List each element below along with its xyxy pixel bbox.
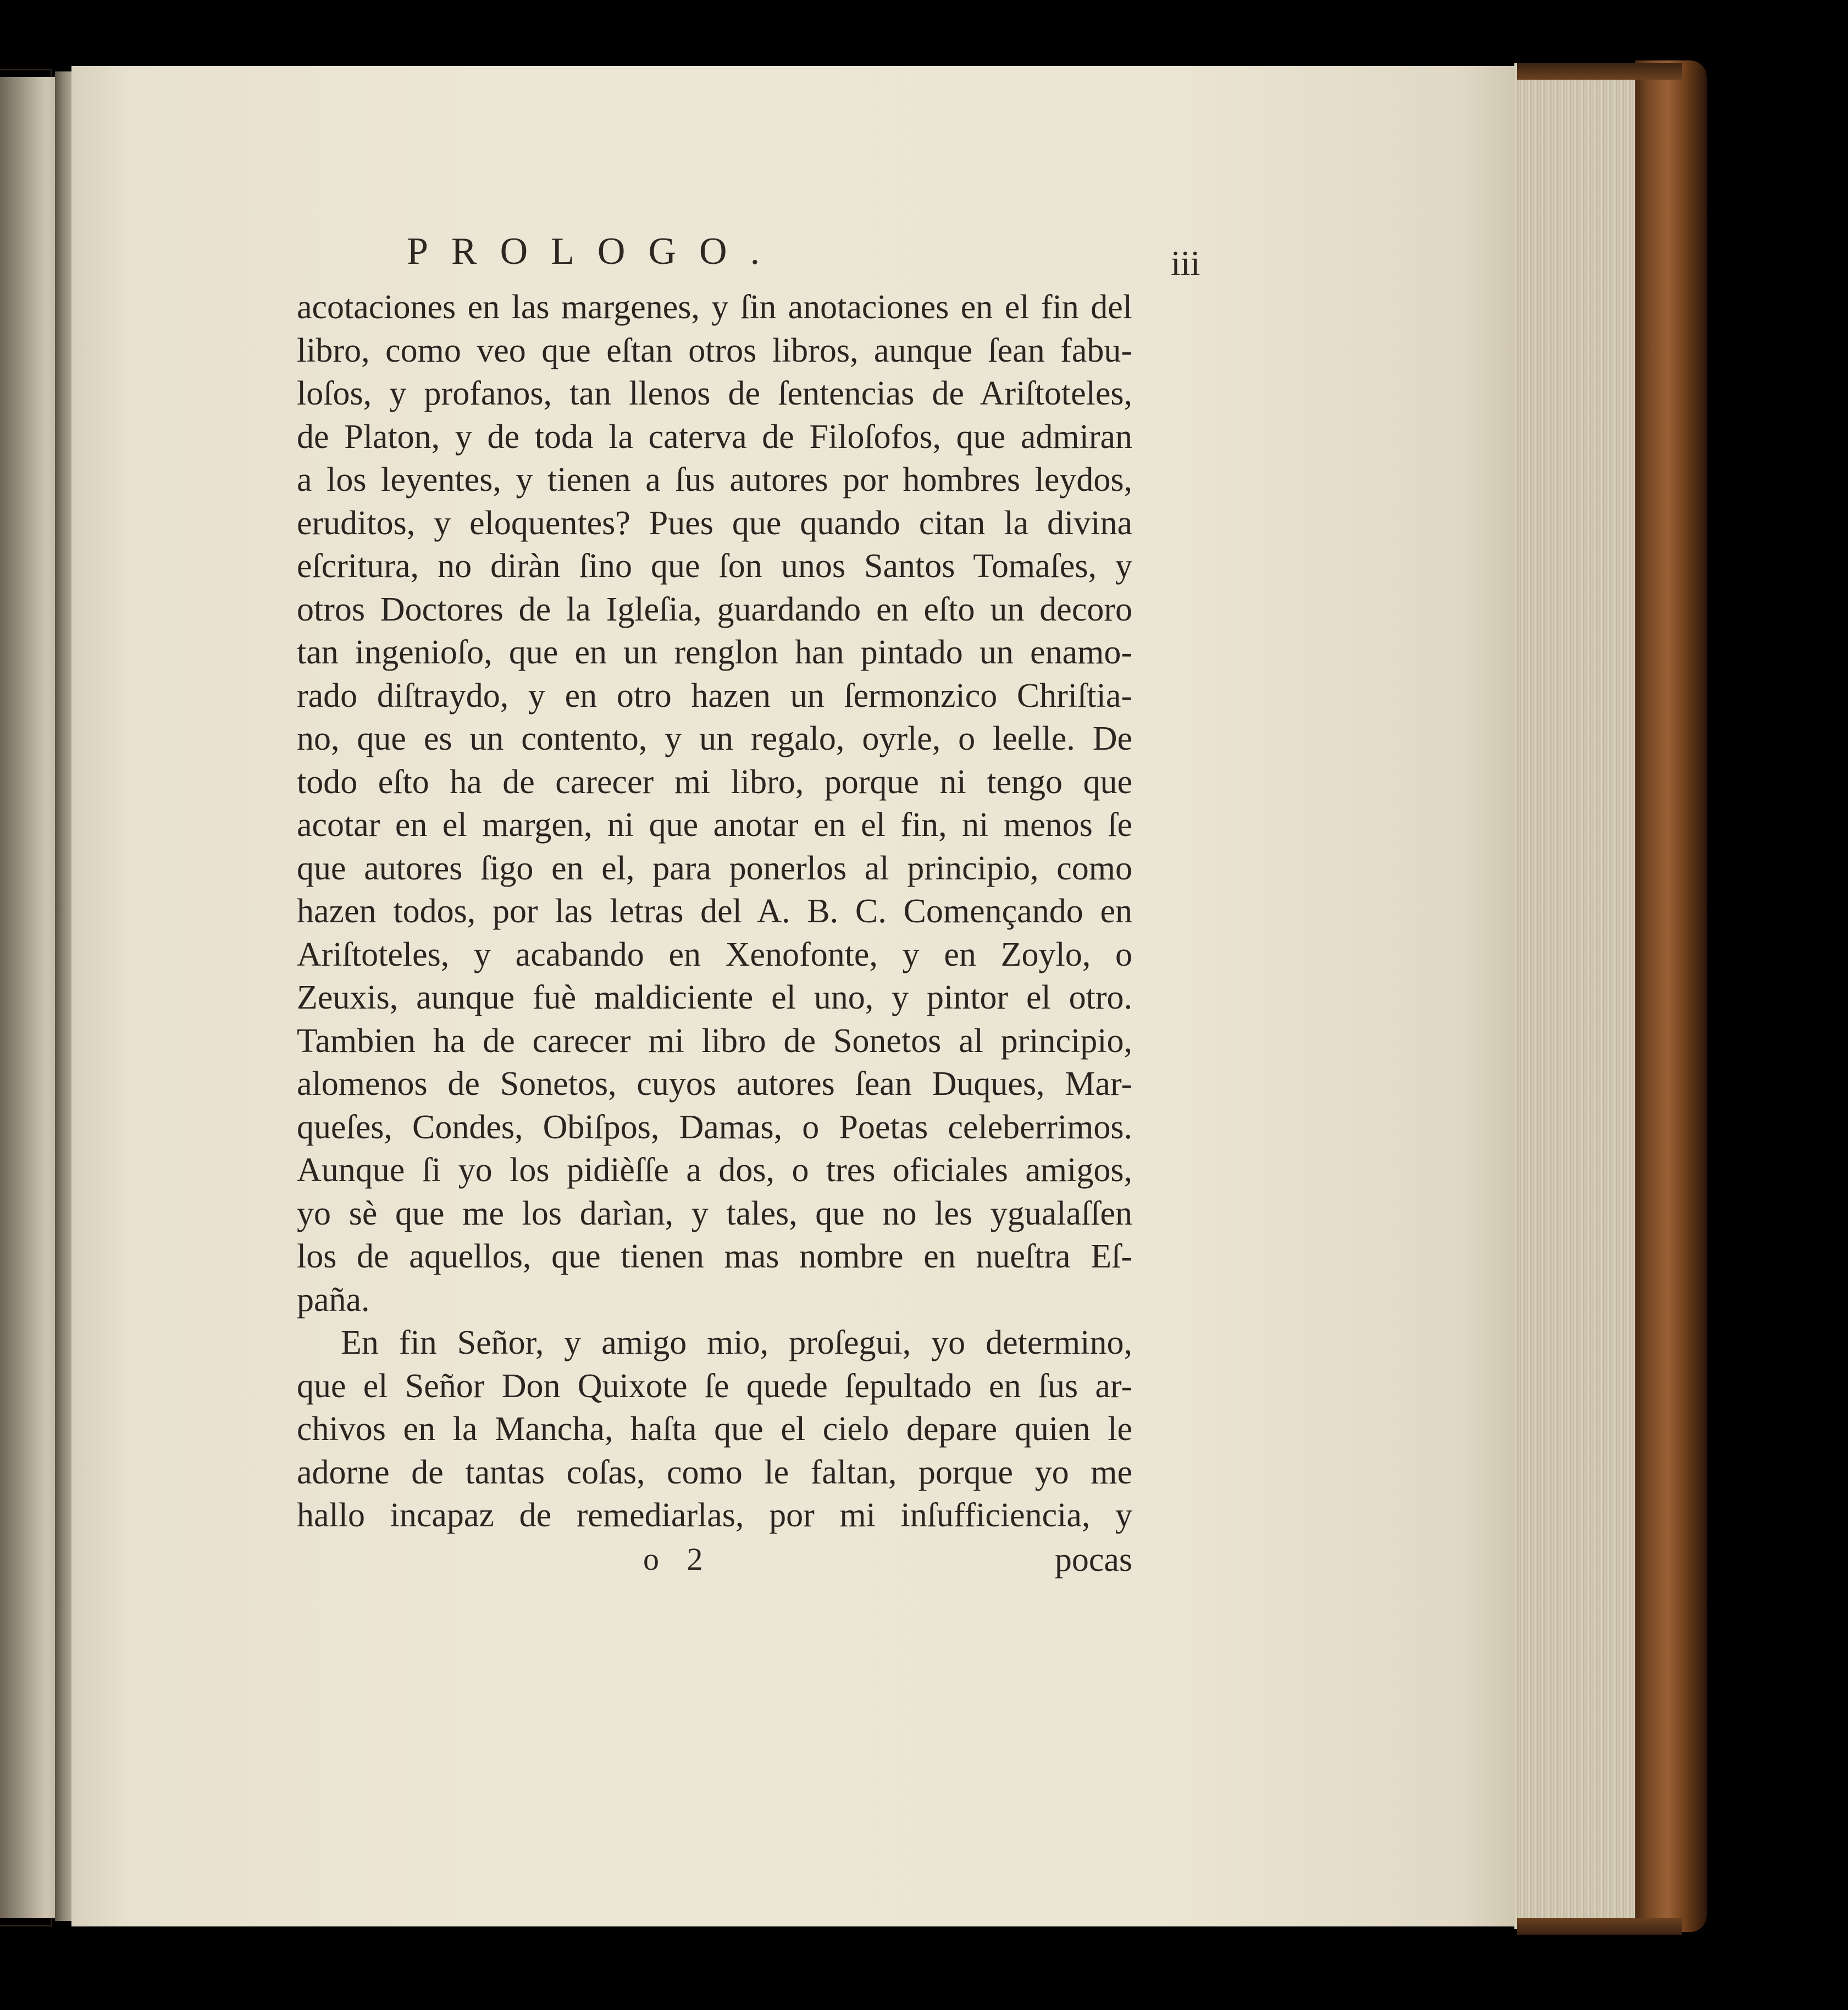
left-page-edge bbox=[0, 77, 62, 1918]
text-line: Zeuxis, aunque fuè maldiciente el uno, y pintor el otro. bbox=[297, 979, 1132, 1016]
text-line: Aunque ſi yo los pidièſſe a dos, o tres oficiales amigos, bbox=[297, 1151, 1132, 1189]
text-line: paña. bbox=[297, 1281, 370, 1319]
text-line: no, que es un contento, y un regalo, oyrle, o leelle. De bbox=[297, 720, 1132, 757]
text-line: libro, como veo que eſtan otros libros, aunque ſean fabu- bbox=[297, 331, 1132, 369]
page-header bbox=[297, 220, 1200, 286]
text-line: todo eſto ha de carecer mi libro, porque ni tengo que bbox=[297, 763, 1132, 801]
cover-bottom bbox=[1517, 1918, 1682, 1935]
signature-mark: o 2 bbox=[643, 1541, 713, 1577]
folio-number: iii bbox=[1171, 243, 1200, 283]
text-line: tan ingenioſo, que en un renglon han pintado un enamo- bbox=[297, 634, 1132, 671]
cover-top bbox=[1517, 63, 1682, 80]
text-line: acotaciones en las margenes, y ſin anotaciones en el fin del bbox=[297, 289, 1132, 326]
text-line: chivos en la Mancha, haſta que el cielo depare quien le bbox=[297, 1410, 1132, 1448]
text-line: de Platon, y de toda la caterva de Filoſofos, que admiran bbox=[297, 418, 1132, 456]
running-head: PROLOGO. bbox=[407, 230, 783, 273]
leather-cover bbox=[1635, 60, 1707, 1932]
text-line: adorne de tantas coſas, como le faltan, porque yo me bbox=[297, 1453, 1132, 1491]
text-line: eſcritura, no diràn ſino que ſon unos Santos Tomaſes, y bbox=[297, 547, 1132, 585]
text-line: hallo incapaz de remediarlas, por mi inſufficiencia, y bbox=[297, 1497, 1132, 1534]
text-line: Tambien ha de carecer mi libro de Sonetos al principio, bbox=[297, 1022, 1132, 1060]
body-text bbox=[297, 286, 1132, 1537]
text-line: a los leyentes, y tienen a ſus autores por hombres leydos, bbox=[297, 461, 1132, 499]
text-line: loſos, y profanos, tan llenos de ſentencias de Ariſtoteles, bbox=[297, 375, 1132, 412]
text-line: acotar en el margen, ni que anotar en el fin, ni menos ſe bbox=[297, 806, 1132, 844]
paragraph-start-line: En fin Señor, y amigo mio, proſegui, yo determino, bbox=[341, 1324, 1132, 1361]
page-edges bbox=[1514, 63, 1641, 1929]
text-line: los de aquellos, que tienen mas nombre en nueſtra Eſ- bbox=[297, 1238, 1132, 1275]
text-line: yo sè que me los darìan, y tales, que no les ygualaſſen bbox=[297, 1194, 1132, 1232]
text-line: rado diſtraydo, y en otro hazen un ſermonzico Chriſtia- bbox=[297, 677, 1132, 715]
text-line: otros Doctores de la Igleſia, guardando en eſto un decoro bbox=[297, 590, 1132, 628]
text-line: alomenos de Sonetos, cuyos autores ſean Duques, Mar- bbox=[297, 1065, 1132, 1103]
text-line: que autores ſigo en el, para ponerlos al principio, como bbox=[297, 849, 1132, 887]
text-line: hazen todos, por las letras del A. B. C. Començando en bbox=[297, 893, 1132, 930]
text-line: que el Señor Don Quixote ſe quede ſepultado en ſus ar- bbox=[297, 1367, 1132, 1405]
text-line: Ariſtoteles, y acabando en Xenofonte, y en Zoylo, o bbox=[297, 935, 1132, 973]
text-line: queſes, Condes, Obiſpos, Damas, o Poetas celeberrimos. bbox=[297, 1108, 1132, 1146]
page-footer bbox=[297, 1541, 1132, 1590]
text-block bbox=[297, 220, 1200, 1590]
catchword: pocas bbox=[1054, 1541, 1132, 1579]
text-line: eruditos, y eloquentes? Pues que quando citan la divina bbox=[297, 504, 1132, 542]
